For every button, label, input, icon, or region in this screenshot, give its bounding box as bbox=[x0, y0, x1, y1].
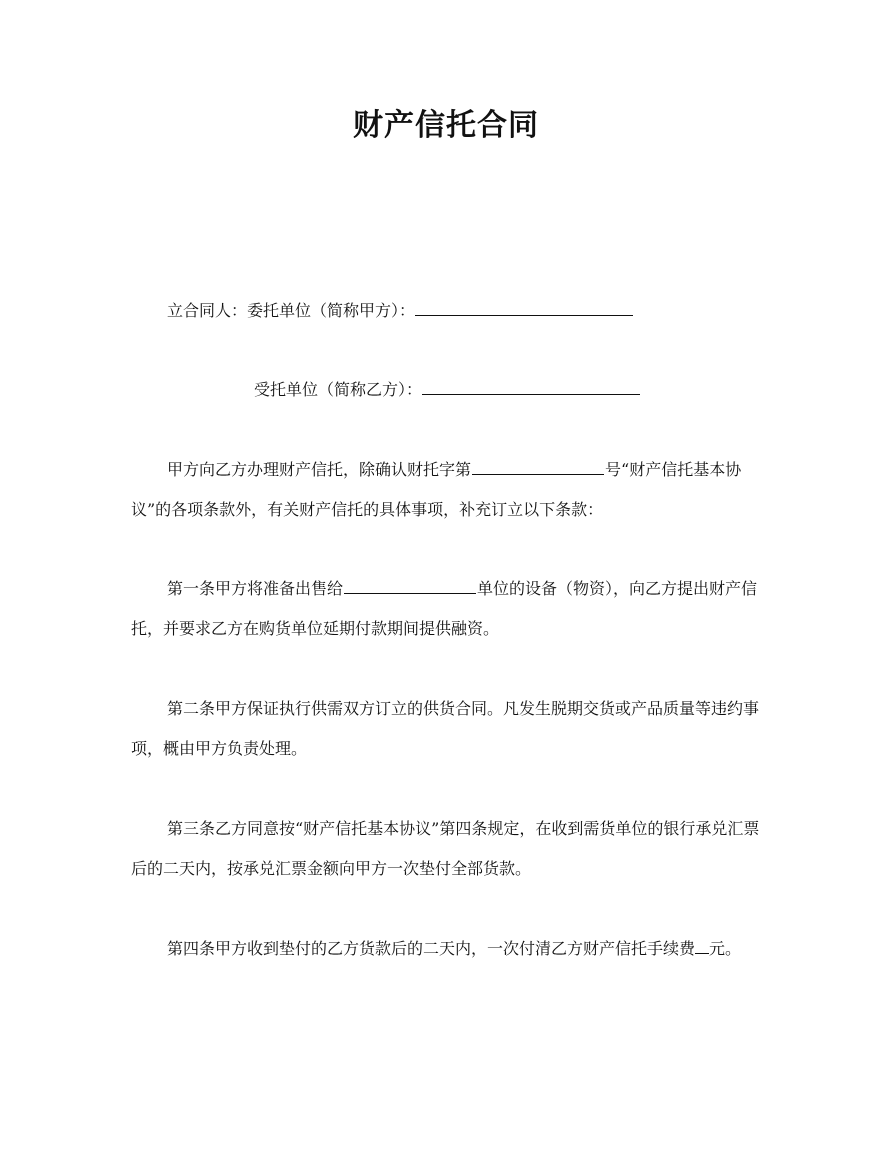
article-1-text-before: 第一条甲方将准备出售给 bbox=[167, 579, 344, 598]
intro-text-after: 号“财产信托基本协议”的各项条款外，有关财产信托的具体事项，补充订立以下条款： bbox=[131, 460, 742, 519]
agreement-number-blank[interactable] bbox=[472, 458, 604, 475]
party-b-label: 受托单位（简称乙方）： bbox=[254, 380, 423, 399]
party-a-label: 立合同人：委托单位（简称甲方）： bbox=[167, 301, 416, 320]
fee-amount-blank[interactable] bbox=[695, 937, 709, 954]
article-4-text-after: 元。 bbox=[709, 939, 742, 958]
article-4-text-before: 第四条甲方收到垫付的乙方货款后的二天内，一次付清乙方财产信托手续费 bbox=[167, 939, 696, 958]
article-4-paragraph bbox=[131, 929, 771, 969]
party-a-blank[interactable] bbox=[415, 299, 633, 316]
article-1-paragraph bbox=[131, 569, 771, 649]
party-b-blank[interactable] bbox=[422, 378, 640, 395]
buyer-unit-blank[interactable] bbox=[344, 577, 476, 594]
party-b-line bbox=[254, 378, 640, 402]
intro-text-before: 甲方向乙方办理财产信托，除确认财托字第 bbox=[167, 460, 472, 479]
document-title: 财产信托合同 bbox=[353, 108, 539, 143]
article-1-text-after: 单位的设备（物资），向乙方提出财产信托，并要求乙方在购货单位延期付款期间提供融资。 bbox=[131, 579, 758, 638]
article-2-paragraph: 第二条甲方保证执行供需双方订立的供货合同。凡发生脱期交货或产品质量等违约事项，概由甲方负责处理。 bbox=[131, 699, 760, 758]
intro-paragraph bbox=[131, 450, 771, 530]
party-a-line bbox=[167, 299, 633, 323]
article-3-paragraph: 第三条乙方同意按“财产信托基本协议”第四条规定，在收到需货单位的银行承兑汇票后的二天内，按承兑汇票金额向甲方一次垫付全部货款。 bbox=[131, 819, 760, 878]
